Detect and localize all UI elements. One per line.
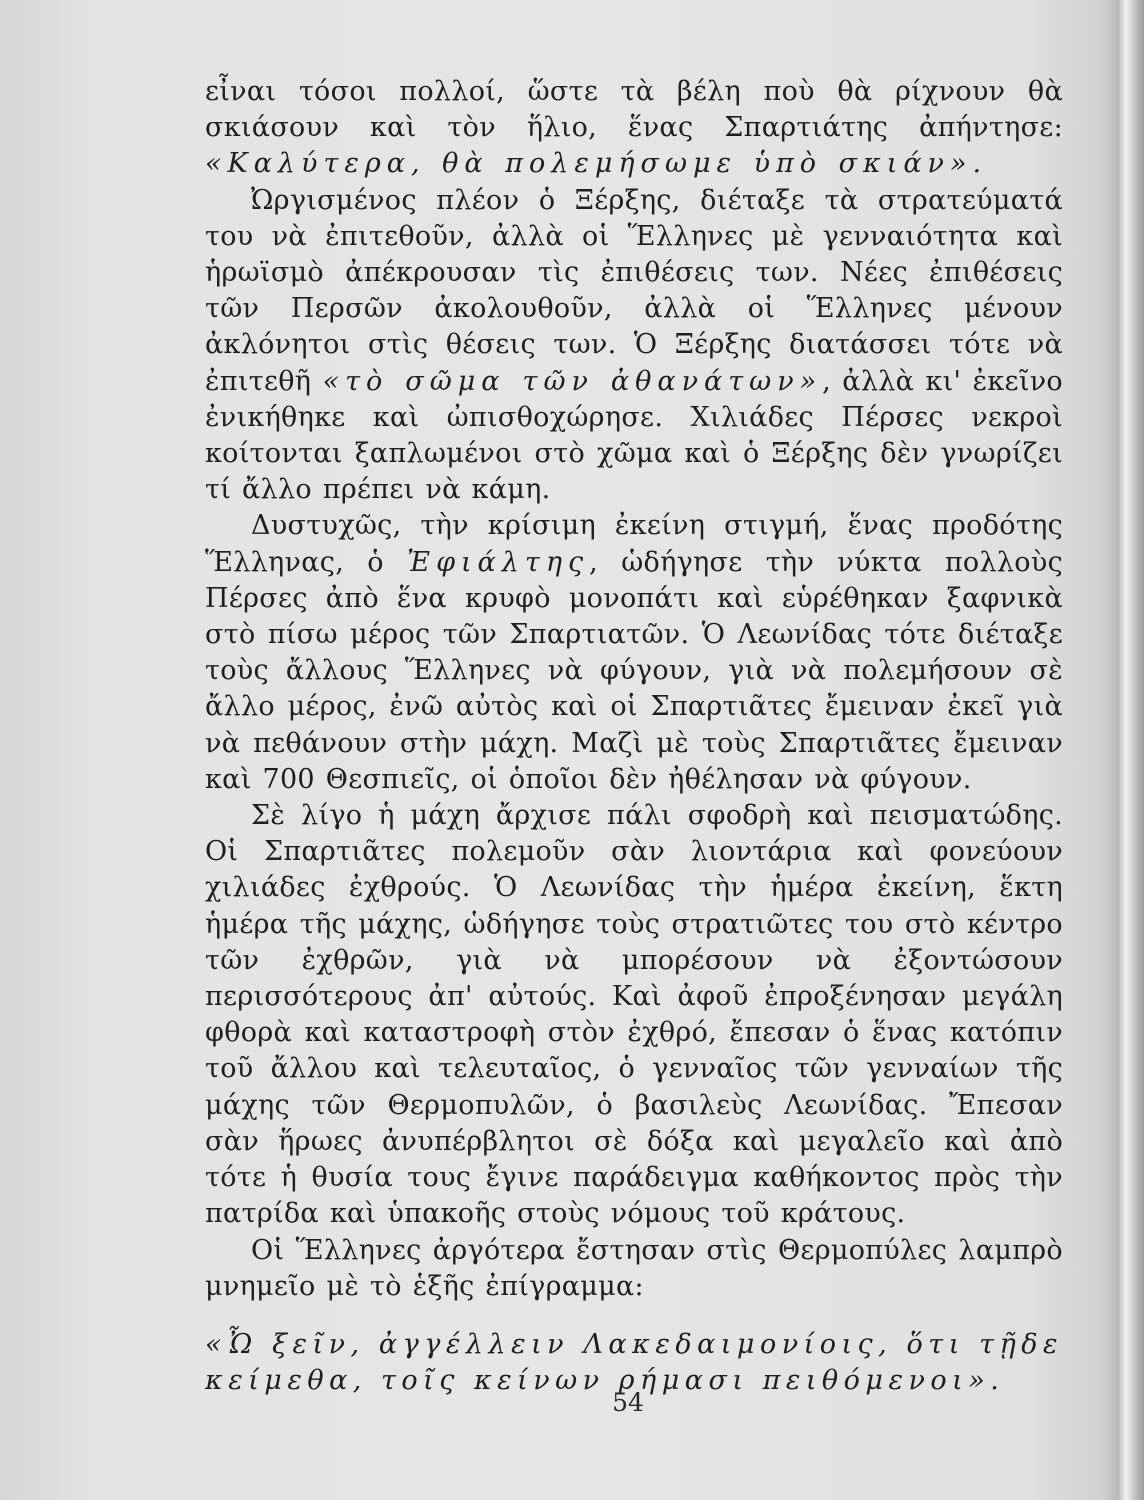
paragraph-3-text: Δυστυχῶς, τὴν κρίσιμη ἐκείνη στιγμή, ἕνας προδότης Ἕλληνας, ὁ [205, 510, 1063, 578]
page-number: 54 [612, 1388, 644, 1417]
paragraph-3 [205, 508, 1063, 798]
paragraph-5: Οἱ Ἕλληνες ἀργότερα ἔστησαν στὶς Θερμοπύλες λαμπρὸ μνημεῖο μὲ τὸ ἑξῆς ἐπίγραμμα: [205, 1234, 1063, 1302]
paragraph-1-quote: «Καλύτερα, θὰ πολεμήσωμε ὑπὸ σκιάν». [205, 148, 988, 180]
paragraph-1 [205, 74, 1063, 183]
paragraph-2-text: Ὠργισμένος πλέον ὁ Ξέρξης, διέταξε τὰ στρατεύματά του νὰ ἐπιτεθοῦν, ἀλλὰ οἱ Ἕλληνες μὲ γενναιότητα καὶ ἡρωϊσμὸ ἀπέκρουσαν τὶς ἐπιθέσεις των. Νέες ἐπιθέσεις τῶν Περσῶν ἀκολουθοῦν, ἀλλὰ οἱ Ἕλληνες μένουν ἀκλόνητοι στὶς θέσεις των. Ὁ Ξέρξης διατάσσει τότε νὰ ἐπιτεθῆ [205, 184, 1063, 397]
epigram: «Ὦ ξεῖν, ἀγγέλλειν Λακεδαιμονίοις, ὅτι τῇδε κείμεθα, τοῖς κείνων ρήμασι πειθόμενοι». [205, 1328, 1063, 1397]
book-gutter [1104, 0, 1144, 1500]
paragraph-3-tail: , ὡδήγησε τὴν νύκτα πολλοὺς Πέρσες ἀπὸ ἕνα κρυφὸ μονοπάτι καὶ εὑρέθηκαν ξαφνικὰ στὸ πίσω μέρος τῶν Σπαρτιατῶν. Ὁ Λεωνίδας τότε διέταξε τοὺς ἄλλους Ἕλληνες νὰ φύγουν, γιὰ νὰ πολεμήσουν σὲ ἄλλο μέρος, ἐνῶ αὐτὸς καὶ οἱ Σπαρτιᾶτες ἔμειναν ἐκεῖ γιὰ νὰ πεθάνουν στὴν μάχη. Μαζὶ μὲ τοὺς Σπαρτιᾶτες ἔμειναν καὶ 700 Θεσπιεῖς, οἱ ὁποῖοι δὲν ἠθέλησαν νὰ φύγουν. [205, 546, 1063, 795]
paragraph-2-quote: «τὸ σῶμα τῶν ἀθανάτων» [322, 365, 823, 397]
paragraph-2-tail: , ἀλλὰ κι' ἐκεῖνο ἐνικήθηκε καὶ ὠπισθοχώρησε. Χιλιάδες Πέρσες νεκροὶ κοίτονται ξαπλωμένοι στὸ χῶμα καὶ ὁ Ξέρξης δὲν γνωρίζει τί ἄλλο πρέπει νὰ κάμη. [205, 365, 1063, 506]
paragraph-4: Σὲ λίγο ἡ μάχη ἄρχισε πάλι σφοδρὴ καὶ πεισματώδης. Οἱ Σπαρτιᾶτες πολεμοῦν σὰν λιοντάρια καὶ φονεύουν χιλιάδες ἐχθρούς. Ὁ Λεωνίδας τὴν ἡμέρα ἐκείνη, ἕκτη ἡμέρα τῆς μάχης, ὡδήγησε τοὺς στρατιῶτες του στὸ κέντρο τῶν ἐχθρῶν, γιὰ νὰ μπορέσουν νὰ ἐξοντώσουν περισσότερους ἀπ' αὐτούς. Καὶ ἀφοῦ ἐπροξένησαν μεγάλη φθορὰ καὶ καταστροφὴ στὸν ἐχθρό, ἔπεσαν ὁ ἕνας κατόπιν τοῦ ἄλλου καὶ τελευταῖος, ὁ γενναῖος τῶν γενναίων τῆς μάχης τῶν Θερμοπυλῶν, ὁ βασιλεὺς Λεωνίδας. Ἔπεσαν σὰν ἥρωες ἀνυπέρβλητοι σὲ δόξα καὶ μεγαλεῖο καὶ ἀπὸ τότε ἡ θυσία τους ἔγινε παράδειγμα καθήκοντος πρὸς τὴν πατρίδα καὶ ὑπακοῆς στοὺς νόμους τοῦ κράτους. [205, 800, 1063, 1230]
paragraph-3-name: Ἐφιάλτης [407, 546, 590, 578]
paragraph-2 [205, 183, 1063, 509]
paragraph-1-text: εἶναι τόσοι πολλοί, ὥστε τὰ βέλη ποὺ θὰ ρίχνουν θὰ σκιάσουν καὶ τὸν ἥλιο, ἕνας Σπαρτιάτης ἀπήντησε: [205, 76, 1063, 144]
body-text [205, 74, 1063, 1399]
